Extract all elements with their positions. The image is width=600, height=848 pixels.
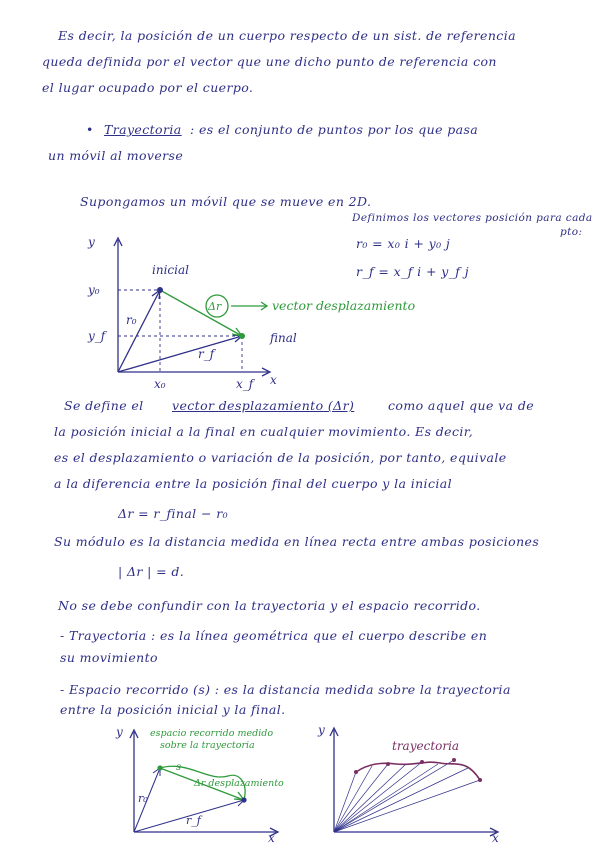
- desplaz-line-1c: como aquel que va de: [388, 398, 535, 413]
- trayectoria-definition: : es el conjunto de puntos por los que pasa: [190, 122, 479, 137]
- figure-trajectory-chords: [316, 720, 516, 844]
- fig1-x-axis-label: x: [270, 373, 277, 387]
- desplaz-line-4: a la diferencia entre la posición final del cuerpo y la inicial: [54, 476, 452, 491]
- label-y0: y₀: [88, 283, 100, 297]
- figure-space-vs-displacement: [108, 720, 298, 844]
- fig3-x-label: x: [492, 831, 499, 845]
- trayectoria-term: Trayectoria: [104, 122, 182, 137]
- label-final: final: [270, 331, 297, 345]
- fig2-label-rf: r_f: [186, 814, 201, 827]
- vector-displacement: [160, 290, 242, 336]
- trayectoria-line-1: - Trayectoria : es la línea geométrica que el cuerpo describe en: [60, 628, 488, 643]
- label-delta-r: Δr: [208, 300, 222, 313]
- espacio-line-2: entre la posición inicial y la final.: [60, 702, 286, 717]
- equation-r0: r₀ = x₀ i + y₀ j: [356, 236, 451, 251]
- label-vector-desplazamiento: vector desplazamiento: [272, 298, 416, 313]
- no-confundir-text: No se debe confundir con la trayectoria y el espacio recorrido.: [58, 598, 481, 613]
- label-inicial: inicial: [152, 263, 189, 277]
- definimos-line-2: pto:: [560, 226, 583, 238]
- desplaz-term: vector desplazamiento (Δr): [172, 398, 355, 413]
- vector-r0: [118, 290, 160, 372]
- label-rf: r_f: [198, 347, 215, 361]
- label-yf: y_f: [88, 329, 106, 343]
- intro-line-2: queda definida por el vector que une dicho punto de referencia con: [42, 54, 497, 69]
- trayectoria-line-2: su movimiento: [60, 650, 158, 665]
- desplaz-line-3: es el desplazamiento o variación de la posición, por tanto, equivale: [54, 450, 507, 465]
- label-r0: r₀: [126, 313, 137, 327]
- label-xf: x_f: [236, 377, 254, 391]
- fig1-y-axis-label: y: [88, 235, 95, 249]
- supongamos-text: Supongamos un móvil que se mueve en 2D.: [80, 194, 372, 209]
- bullet: •: [86, 122, 94, 137]
- vector-rf: [118, 336, 242, 372]
- modulo-text: Su módulo es la distancia medida en línea recta entre ambas posiciones: [54, 534, 540, 549]
- intro-line-3: el lugar ocupado por el cuerpo.: [42, 80, 254, 95]
- fig2-label-s: s: [176, 762, 182, 773]
- desplaz-line-1a: Se define el: [64, 398, 144, 413]
- equation-rf: r_f = x_f i + y_f j: [356, 264, 469, 279]
- desplaz-line-2: la posición inicial a la final en cualquier movimiento. Es decir,: [54, 424, 474, 439]
- fig2-note-1: espacio recorrido medido: [150, 728, 274, 739]
- fig3-y-label: y: [318, 723, 325, 737]
- equation-modulo: | Δr | = d.: [118, 564, 185, 579]
- fig2-label-r0: r₀: [138, 792, 148, 805]
- fig2-x-label: x: [268, 831, 275, 845]
- equation-displacement: Δr = r_final − r₀: [118, 506, 228, 521]
- intro-line-1: Es decir, la posición de un cuerpo respecto de un sist. de referencia: [58, 28, 516, 43]
- fig2-label-dr: Δr desplazamiento: [194, 778, 284, 789]
- fig2-note-2: sobre la trayectoria: [160, 740, 255, 751]
- definimos-line-1: Definimos los vectores posición para cada: [352, 212, 593, 224]
- fig2-y-label: y: [116, 725, 123, 739]
- label-x0: x₀: [154, 377, 166, 391]
- espacio-line-1: - Espacio recorrido (s) : es la distancia medida sobre la trayectoria: [60, 682, 511, 697]
- fig3-trayectoria-label: trayectoria: [392, 739, 460, 753]
- trayectoria-definition-cont: un móvil al moverse: [48, 148, 184, 163]
